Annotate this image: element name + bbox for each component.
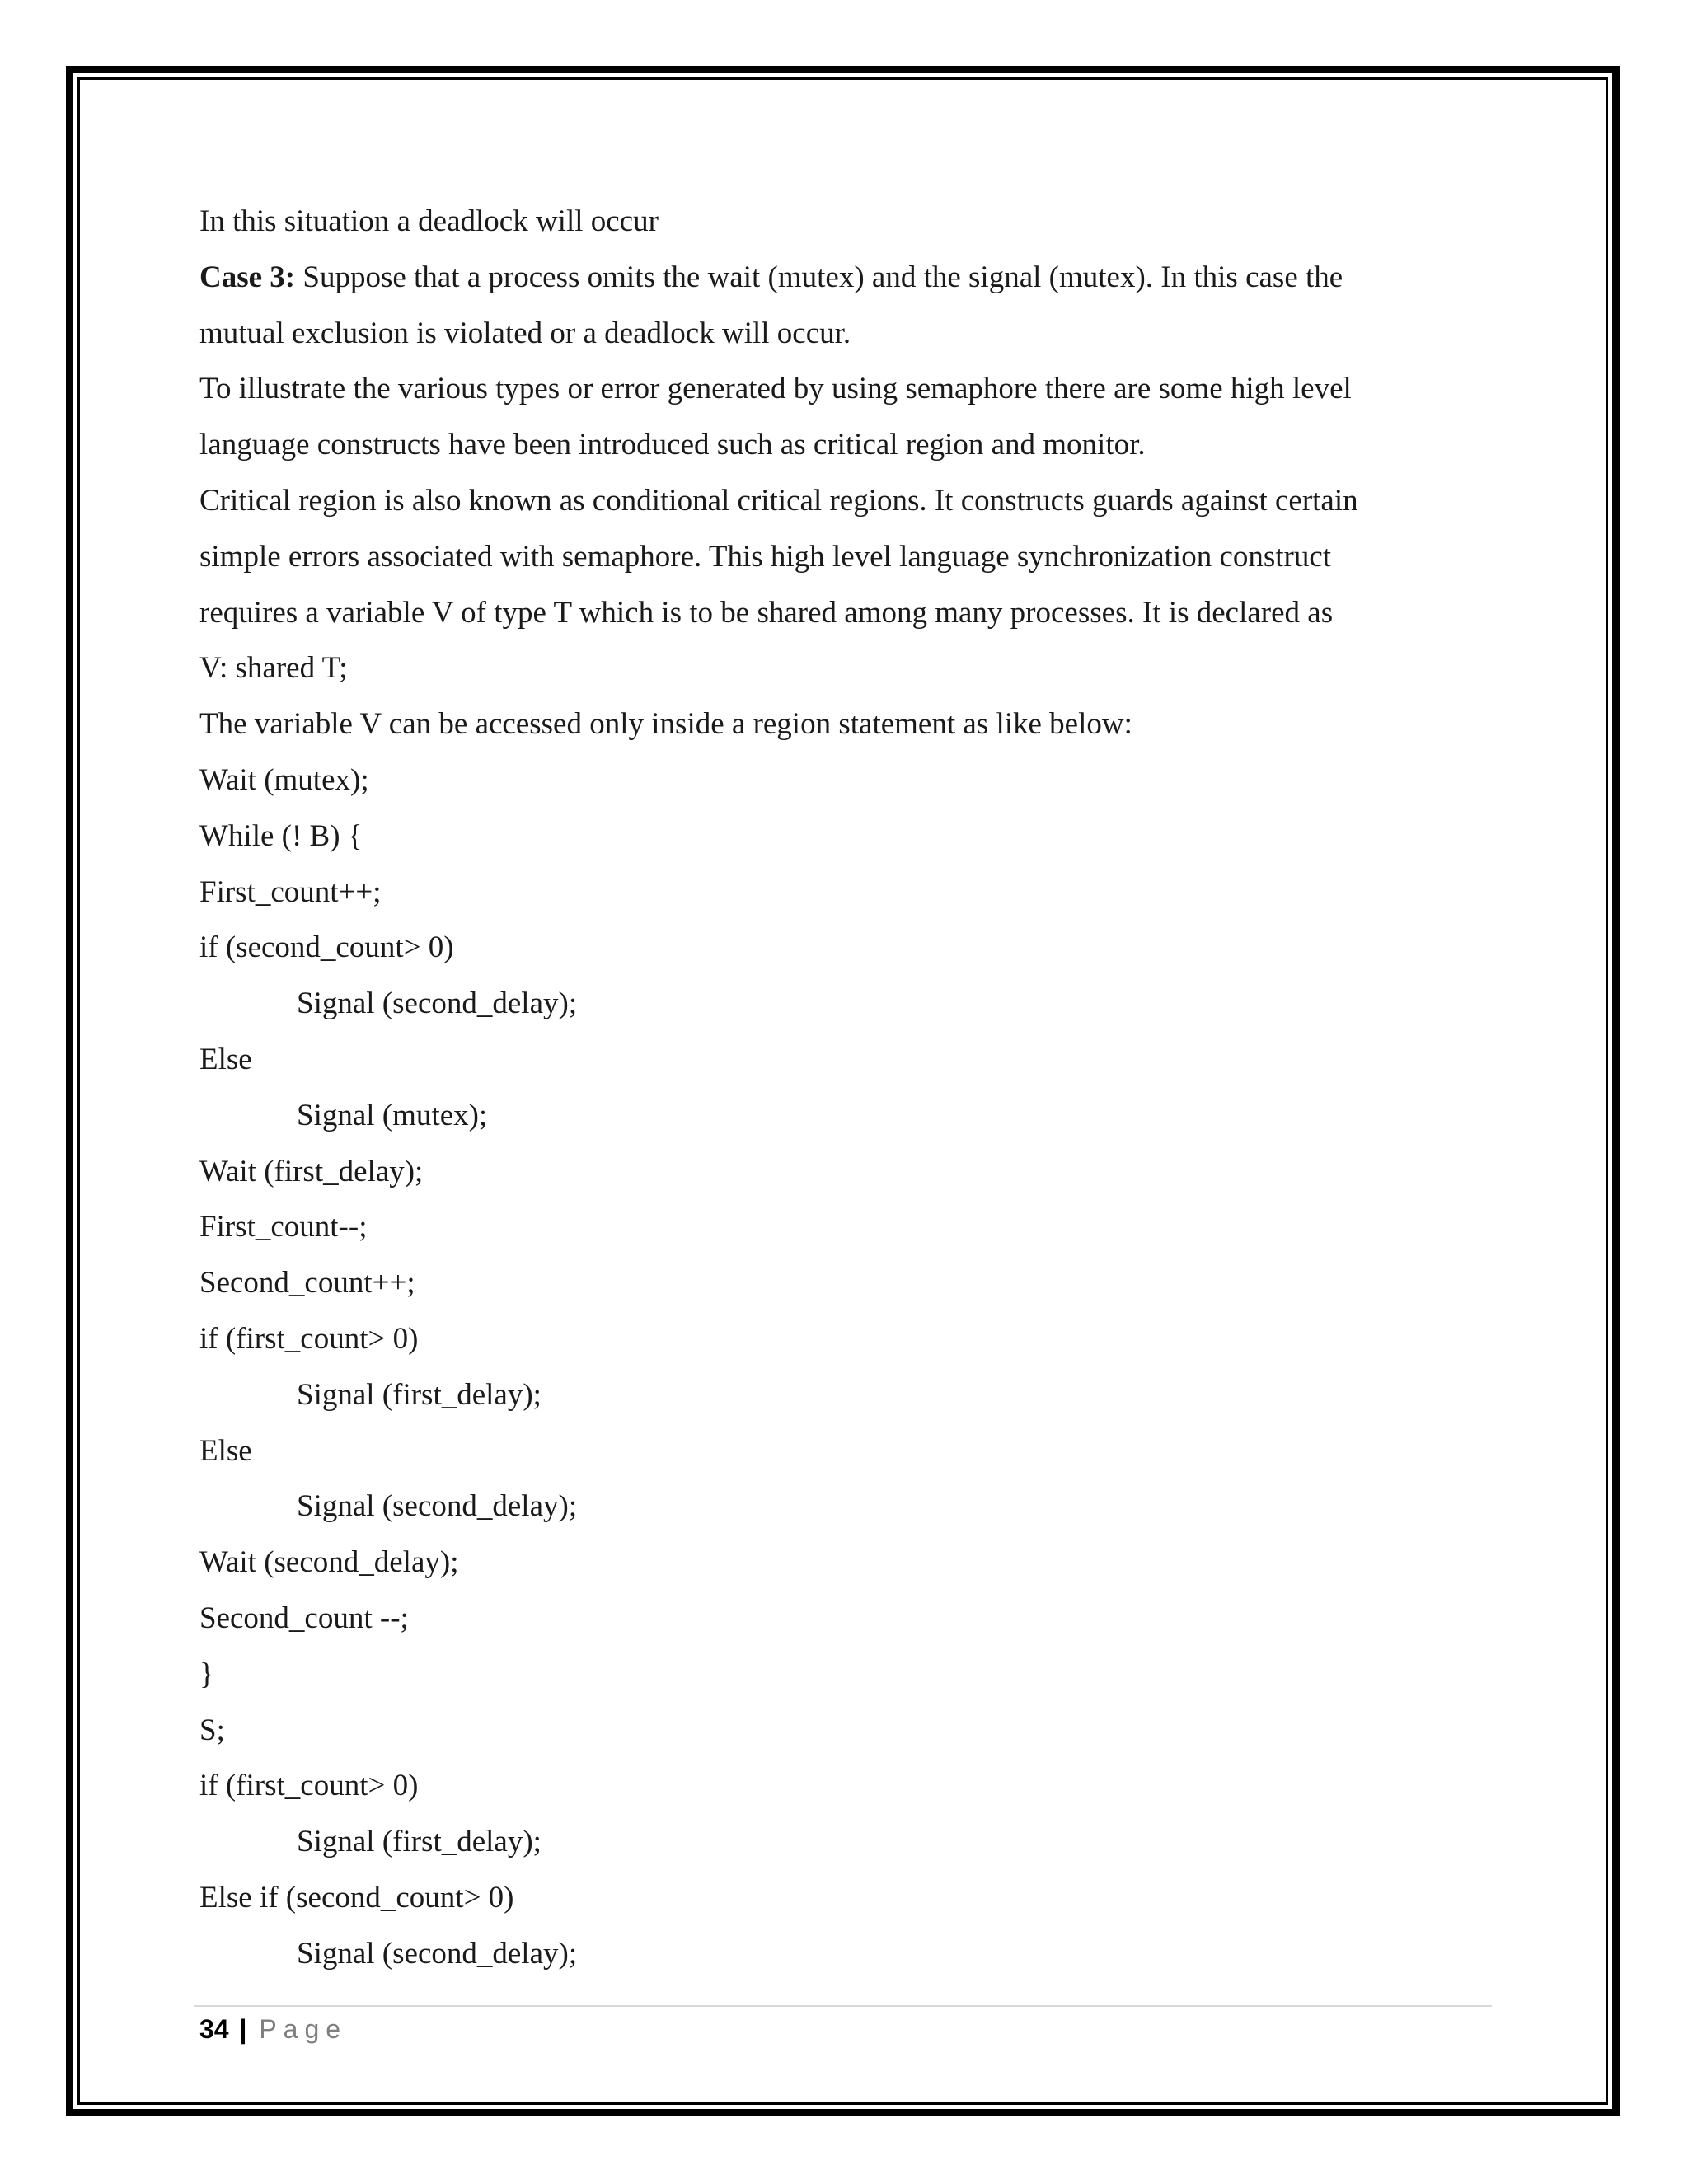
code-line: Signal (second_delay); bbox=[297, 1489, 578, 1524]
code-line: Second_count --; bbox=[199, 1601, 409, 1635]
paragraph-line: simple errors associated with semaphore. This high level language synchronization construct bbox=[199, 539, 1332, 574]
code-line: Else if (second_count> 0) bbox=[199, 1880, 514, 1915]
code-line: While (! B) { bbox=[199, 818, 363, 853]
paragraph-line: requires a variable V of type T which is to be shared among many processes. It is declared as bbox=[199, 595, 1334, 630]
paragraph-line bbox=[199, 250, 1485, 306]
page-body bbox=[199, 194, 1485, 1982]
code-line: Else bbox=[199, 1042, 252, 1076]
code-line: if (second_count> 0) bbox=[199, 930, 454, 965]
paragraph-line: mutual exclusion is violated or a deadlock will occur. bbox=[199, 316, 851, 350]
paragraph-line: To illustrate the various types or error generated by using semaphore there are some high level bbox=[199, 372, 1352, 406]
code-line: Else bbox=[199, 1433, 252, 1468]
footer-separator: | bbox=[239, 2014, 247, 2044]
code-line: Signal (second_delay); bbox=[297, 1936, 578, 1971]
paragraph-line: language constructs have been introduced such as critical region and monitor. bbox=[199, 428, 1146, 462]
paragraph-line: V: shared T; bbox=[199, 651, 348, 686]
code-line: Signal (mutex); bbox=[297, 1098, 488, 1132]
code-line: } bbox=[199, 1657, 214, 1691]
paragraph-text: Suppose that a process omits the wait (mutex) and the signal (mutex). In this case the bbox=[295, 260, 1343, 294]
code-line: Wait (mutex); bbox=[199, 762, 369, 797]
page-footer bbox=[199, 2013, 347, 2046]
paragraph-line: In this situation a deadlock will occur bbox=[199, 204, 659, 238]
page-number: 34 bbox=[199, 2014, 229, 2044]
code-line: Wait (second_delay); bbox=[199, 1545, 459, 1580]
code-line: S; bbox=[199, 1713, 225, 1747]
footer-divider bbox=[194, 2005, 1492, 2007]
code-line: First_count++; bbox=[199, 874, 382, 909]
code-line: First_count--; bbox=[199, 1210, 368, 1244]
code-line: Signal (first_delay); bbox=[297, 1377, 542, 1412]
code-line: if (first_count> 0) bbox=[199, 1769, 419, 1803]
code-line: Second_count++; bbox=[199, 1266, 415, 1301]
paragraph-line: Critical region is also known as conditional critical regions. It constructs guards against certain bbox=[199, 483, 1358, 518]
paragraph-line: The variable V can be accessed only inside a region statement as like below: bbox=[199, 707, 1132, 742]
page-word: Page bbox=[259, 2014, 348, 2044]
code-line: if (first_count> 0) bbox=[199, 1321, 419, 1356]
case-label: Case 3: bbox=[199, 260, 296, 294]
code-line: Signal (second_delay); bbox=[297, 987, 578, 1021]
code-line: Signal (first_delay); bbox=[297, 1825, 542, 1859]
code-line: Wait (first_delay); bbox=[199, 1154, 424, 1188]
